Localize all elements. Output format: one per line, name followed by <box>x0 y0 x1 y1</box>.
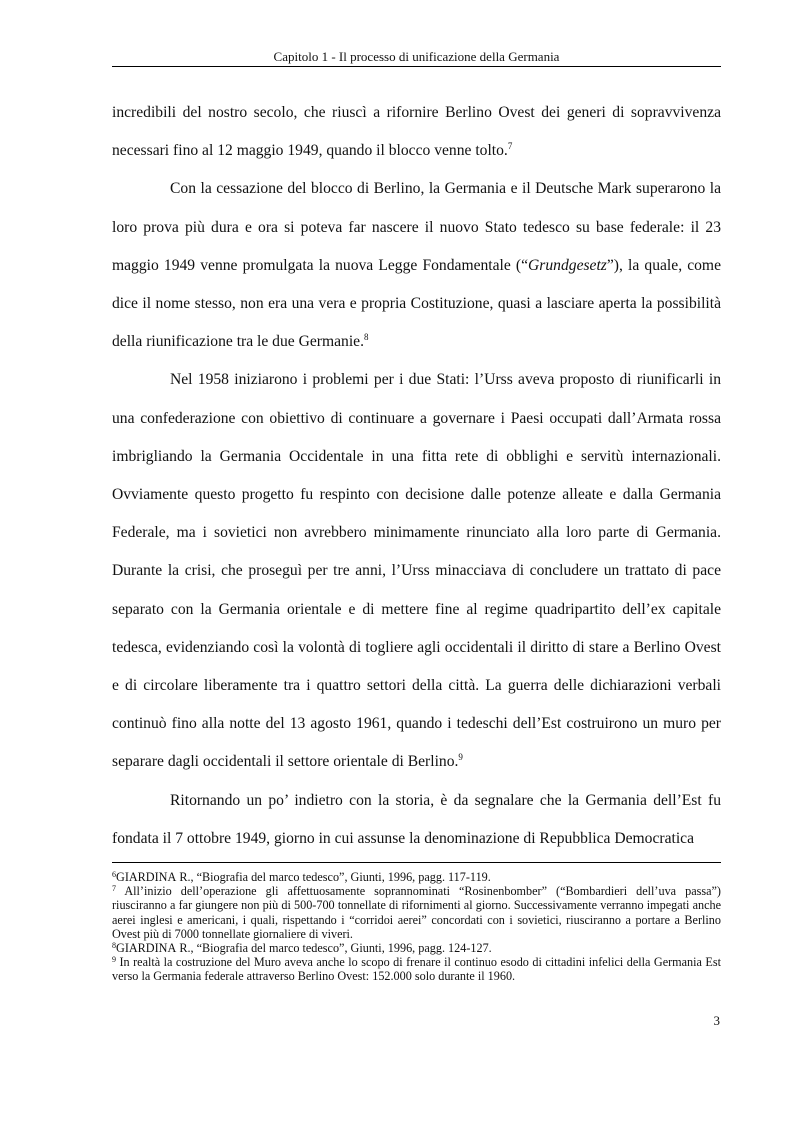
footnote-8 <box>112 941 721 955</box>
main-text <box>112 94 721 858</box>
paragraph-1-text: incredibili del nostro secolo, che riuscì a rifornire Berlino Ovest dei generi di sopravvivenza necessari fino al 12 maggio 1949, quando il blocco venne tolto. <box>112 104 721 160</box>
paragraph-2-text-a: Con la cessazione del blocco di Berlino, la Germania e il Deutsche Mark superarono la loro prova più dura e ora si poteva far nascere il nuovo Stato tedesco su base federale: il 23 maggio 1949 venne promulgata la nuova Legge Fondamentale (“ <box>112 180 721 274</box>
running-header: Capitolo 1 - Il processo di unificazione della Germania <box>273 49 560 64</box>
footnote-ref-8[interactable]: 8 <box>363 332 369 343</box>
footnote-number: 8 <box>112 941 116 951</box>
paragraph-3 <box>112 361 721 781</box>
footnote-author <box>116 941 176 955</box>
footnote-text: All’inizio dell’operazione gli affettuosamente soprannominati “Rosinenbomber” (“Bombardieri dell’uva passa”) riusciranno a far giungere non più di 500-700 tonnellate di rifornimenti al giorno. Successivamente verranno impegati anche aerei inglesi e americani, i quali, rispettando i “corridoi aerei” concordati con i sovietici, riusciranno a portare a Berlino Ovest più di 7000 tonnellate giornaliere di viveri. <box>112 884 721 941</box>
footnote-ref-9[interactable]: 9 <box>458 752 463 763</box>
footnote-text: R., “Biografia del marco tedesco”, Giunti, 1996, pagg. 124-127. <box>176 941 492 956</box>
paragraph-2-text-b: ”), la quale, come dice il nome stesso, non era una vera e propria Costituzione, quasi a lasciare aperta la possibilità della riunificazione tra le due Germanie. <box>112 256 721 351</box>
footnote-ref-7[interactable]: 7 <box>507 141 513 152</box>
grundgesetz-term: Grundgesetz <box>528 256 607 274</box>
author-rest: IARDINA <box>124 941 177 956</box>
footnote-author <box>116 870 176 884</box>
footnote-7 <box>112 884 721 941</box>
footnote-number: 6 <box>112 870 116 879</box>
header-rule <box>112 66 721 67</box>
paragraph-4-text: Ritornando un po’ indietro con la storia, è da segnalare che la Germania dell’Est fu fondata il 7 ottobre 1949, giorno in cui assunse la denominazione di Repubblica Democratica <box>112 791 721 847</box>
paragraph-3-text: Nel 1958 iniziarono i problemi per i due Stati: l’Urss aveva proposto di riunificarli in una confederazione con obiettivo di continuare a governare i Paesi occupati dall’Armata rossa imbrigliando la Germania Occidentale in una fitta rete di obblighi e servitù internazionali. Ovviamente questo progetto fu respinto con decisione dalle potenze alleate e dalla Germania Federale, ma i sovietici non avrebbero minimamente rinunciato alla loro parte di Germania. Durante la crisi, che proseguì per tre anni, l’Urss minacciava di concludere un trattato di pace separato con la Germania orientale e di mettere fine al regime quadripartito dell’ex capitale tedesca, evidenziando così la volontà di togliere agli occidentali il diritto di stare a Berlino Ovest e di circolare liberamente tra i quattro settori della città. La guerra delle dichiarazioni verbali continuò fino alla notte del 13 agosto 1961, quando i tedeschi dell’Est costruirono un muro per separare dagli occidentali il settore orientale di Berlino. <box>112 371 721 771</box>
author-rest: IARDINA <box>124 870 177 884</box>
author-initial: G <box>116 941 125 956</box>
footnote-text: In realtà la costruzione del Muro aveva anche lo scopo di frenare il continuo esodo di cittadini infelici della Germania Est verso la Germania federale attraverso Berlino Ovest: 152.000 solo durante il 1960. <box>112 955 721 984</box>
footnote-number: 9 <box>112 955 116 965</box>
footnote-6 <box>112 870 721 884</box>
footnote-number: 7 <box>112 884 116 894</box>
footnotes <box>112 870 721 984</box>
author-initial: G <box>116 870 125 884</box>
footnote-rule <box>112 862 721 863</box>
footnote-text: R., “Biografia del marco tedesco”, Giunti, 1996, pagg. 117-119. <box>176 870 491 884</box>
paragraph-2 <box>112 170 721 361</box>
paragraph-1 <box>112 94 721 170</box>
footnote-9 <box>112 955 721 983</box>
page-number: 3 <box>713 1013 720 1028</box>
paragraph-4 <box>112 782 721 858</box>
